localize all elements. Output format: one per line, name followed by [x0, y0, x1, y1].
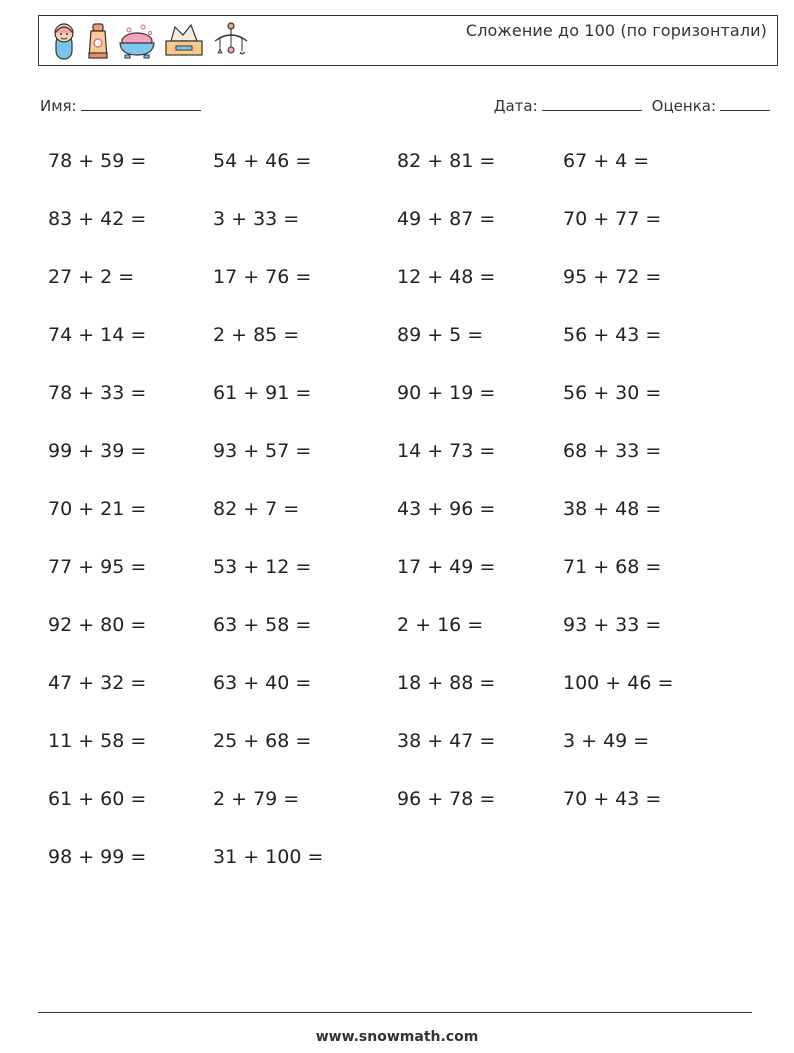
- name-blank[interactable]: [81, 95, 201, 111]
- grade-label: Оценка:: [651, 97, 716, 115]
- name-label: Имя:: [40, 97, 77, 115]
- problem-item: 17 + 49 =: [397, 556, 496, 578]
- problem-item: 70 + 77 =: [563, 208, 662, 230]
- baby-icon: [49, 21, 79, 61]
- problem-item: 82 + 81 =: [397, 150, 496, 172]
- problem-item: 14 + 73 =: [397, 440, 496, 462]
- problem-item: 61 + 91 =: [213, 382, 312, 404]
- problem-item: 2 + 16 =: [397, 614, 484, 636]
- problem-item: 96 + 78 =: [397, 788, 496, 810]
- problem-item: 2 + 85 =: [213, 324, 300, 346]
- icon-strip: [49, 20, 251, 62]
- problem-item: 49 + 87 =: [397, 208, 496, 230]
- problem-item: 38 + 47 =: [397, 730, 496, 752]
- problem-item: 74 + 14 =: [48, 324, 147, 346]
- problem-item: 71 + 68 =: [563, 556, 662, 578]
- problem-item: 63 + 40 =: [213, 672, 312, 694]
- problem-item: 99 + 39 =: [48, 440, 147, 462]
- problem-item: 56 + 43 =: [563, 324, 662, 346]
- problem-item: 95 + 72 =: [563, 266, 662, 288]
- bottle-icon: [85, 21, 111, 61]
- problem-item: 31 + 100 =: [213, 846, 324, 868]
- footer-divider: [38, 1012, 752, 1013]
- problem-item: 63 + 58 =: [213, 614, 312, 636]
- problem-item: 78 + 59 =: [48, 150, 147, 172]
- problem-item: 70 + 43 =: [563, 788, 662, 810]
- problem-item: 25 + 68 =: [213, 730, 312, 752]
- problem-item: 3 + 49 =: [563, 730, 650, 752]
- problem-item: 67 + 4 =: [563, 150, 650, 172]
- problem-item: 77 + 95 =: [48, 556, 147, 578]
- crib-mobile-icon: [211, 21, 251, 61]
- problem-item: 38 + 48 =: [563, 498, 662, 520]
- problem-item: 12 + 48 =: [397, 266, 496, 288]
- date-blank[interactable]: [542, 95, 642, 111]
- problem-item: 27 + 2 =: [48, 266, 135, 288]
- problem-item: 61 + 60 =: [48, 788, 147, 810]
- grade-blank[interactable]: [720, 95, 770, 111]
- problem-item: 78 + 33 =: [48, 382, 147, 404]
- footer-site: www.snowmath.com: [315, 1029, 479, 1045]
- student-fields: [40, 95, 770, 115]
- problem-item: 93 + 33 =: [563, 614, 662, 636]
- problem-item: 43 + 96 =: [397, 498, 496, 520]
- problem-item: 82 + 7 =: [213, 498, 300, 520]
- problem-grid: [48, 147, 748, 901]
- problem-item: 56 + 30 =: [563, 382, 662, 404]
- date-field[interactable]: [494, 95, 642, 115]
- problem-item: 70 + 21 =: [48, 498, 147, 520]
- problem-item: 2 + 79 =: [213, 788, 300, 810]
- date-label: Дата:: [493, 97, 538, 115]
- bath-icon: [117, 21, 157, 61]
- problem-item: 47 + 32 =: [48, 672, 147, 694]
- problem-item: 68 + 33 =: [563, 440, 662, 462]
- problem-item: 17 + 76 =: [213, 266, 312, 288]
- worksheet-header: [38, 15, 778, 66]
- problem-item: 100 + 46 =: [563, 672, 674, 694]
- problem-item: 54 + 46 =: [213, 150, 312, 172]
- problem-item: 90 + 19 =: [397, 382, 496, 404]
- problem-item: 89 + 5 =: [397, 324, 484, 346]
- problem-item: 92 + 80 =: [48, 614, 147, 636]
- tissue-box-icon: [163, 21, 205, 61]
- problem-item: 98 + 99 =: [48, 846, 147, 868]
- problem-item: 93 + 57 =: [213, 440, 312, 462]
- problem-item: 18 + 88 =: [397, 672, 496, 694]
- problem-item: 3 + 33 =: [213, 208, 300, 230]
- grade-field[interactable]: [652, 95, 770, 115]
- problem-item: 83 + 42 =: [48, 208, 147, 230]
- problem-item: 53 + 12 =: [213, 556, 312, 578]
- name-field[interactable]: [40, 95, 201, 115]
- problem-item: 11 + 58 =: [48, 730, 147, 752]
- worksheet-title: Сложение до 100 (по горизонтали): [465, 21, 767, 40]
